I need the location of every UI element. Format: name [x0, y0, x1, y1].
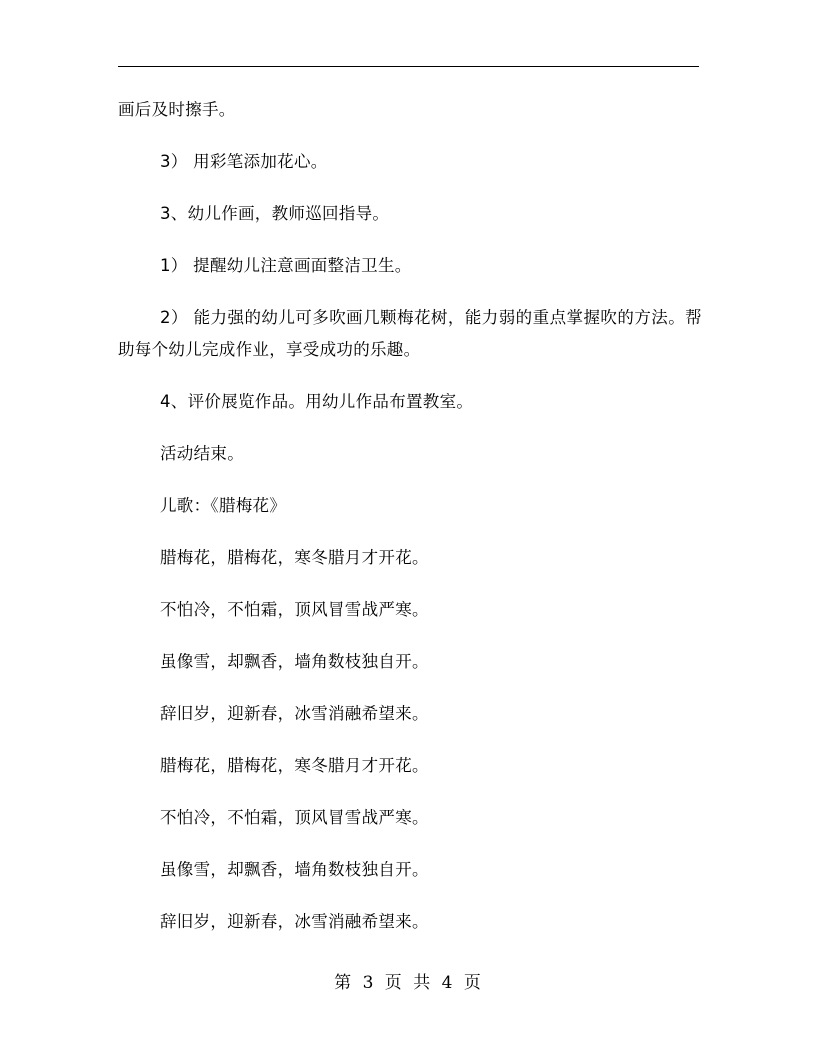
paragraph-song-title: 儿歌：《腊梅花》	[160, 496, 287, 515]
document-body	[118, 94, 702, 958]
paragraph-step-3-sub: 3） 用彩笔添加花心。	[160, 152, 328, 171]
paragraph-continuation: 画后及时擦手。	[118, 100, 236, 119]
paragraph-step-3-1: 1） 提醒幼儿注意画面整洁卫生。	[160, 256, 412, 275]
paragraph-step-3: 3、幼儿作画，教师巡回指导。	[160, 204, 390, 223]
page-number-footer: 第 3 页 共 4 页	[334, 973, 482, 993]
song-line: 辞旧岁，迎新春，冰雪消融希望来。	[160, 704, 429, 723]
song-line: 虽像雪，却飘香，墙角数枝独自开。	[160, 860, 429, 879]
paragraph-step-4: 4、评价展览作品。用幼儿作品布置教室。	[160, 392, 474, 411]
song-line: 腊梅花，腊梅花，寒冬腊月才开花。	[160, 548, 429, 567]
song-line: 腊梅花，腊梅花，寒冬腊月才开花。	[160, 756, 429, 775]
paragraph-activity-end: 活动结束。	[160, 444, 244, 463]
header-rule	[118, 66, 699, 67]
song-line: 不怕冷，不怕霜，顶风冒雪战严寒。	[160, 600, 429, 619]
song-line: 虽像雪，却飘香，墙角数枝独自开。	[160, 652, 429, 671]
paragraph-step-3-2: 2） 能力强的幼儿可多吹画几颗梅花树，能力弱的重点掌握吹的方法。帮助每个幼儿完成作业，享受成功的乐趣。	[118, 308, 702, 359]
song-line: 不怕冷，不怕霜，顶风冒雪战严寒。	[160, 808, 429, 827]
song-line: 辞旧岁，迎新春，冰雪消融希望来。	[160, 912, 429, 931]
